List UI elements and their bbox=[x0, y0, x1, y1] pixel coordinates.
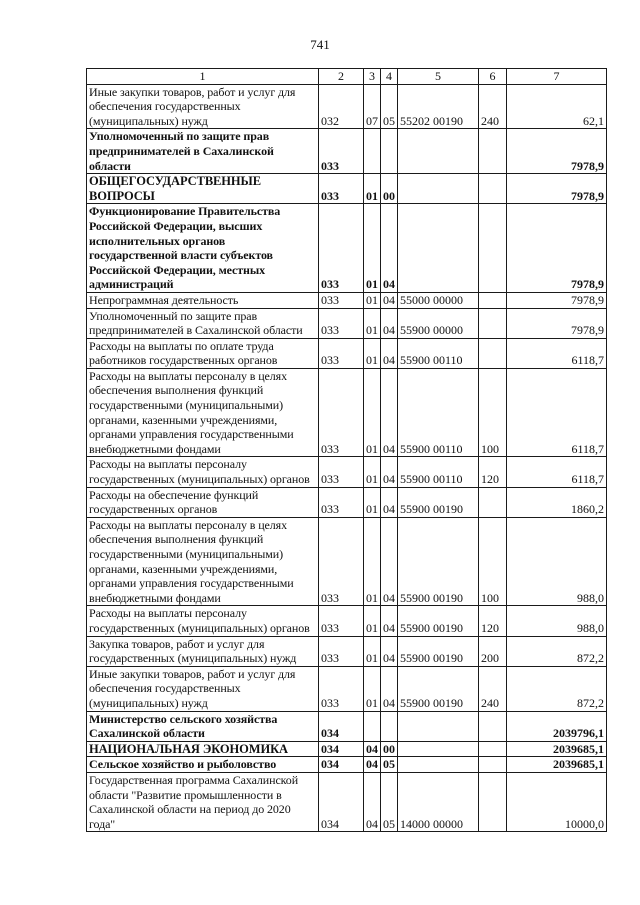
row-target-article bbox=[398, 757, 479, 773]
row-amount: 6118,7 bbox=[507, 368, 607, 457]
table-row bbox=[87, 368, 607, 457]
row-section-code: 01 bbox=[364, 487, 381, 517]
row-name: Уполномоченный по защите прав предпринимателей в Сахалинской области bbox=[87, 129, 319, 174]
row-name: Расходы на выплаты персоналу в целях обеспечения выполнения функций государственными (муниципальными) органами, казенными учреждениями, органами управления государственными внебюджетными фондами bbox=[87, 368, 319, 457]
row-target-article bbox=[398, 174, 479, 204]
row-amount: 10000,0 bbox=[507, 772, 607, 831]
row-name: Иные закупки товаров, работ и услуг для обеспечения государственных (муниципальных) нужд bbox=[87, 84, 319, 129]
row-grbs-code: 033 bbox=[319, 368, 364, 457]
row-section-code: 01 bbox=[364, 636, 381, 666]
table-row bbox=[87, 457, 607, 487]
row-section-code: 01 bbox=[364, 174, 381, 204]
row-subsection-code: 04 bbox=[381, 636, 398, 666]
row-amount: 6118,7 bbox=[507, 338, 607, 368]
row-subsection-code: 04 bbox=[381, 308, 398, 338]
row-name: Непрограммная деятельность bbox=[87, 292, 319, 308]
table-row bbox=[87, 711, 607, 741]
row-grbs-code: 034 bbox=[319, 772, 364, 831]
table-row bbox=[87, 174, 607, 204]
table-row bbox=[87, 636, 607, 666]
column-header: 6 bbox=[479, 69, 507, 85]
table-row bbox=[87, 487, 607, 517]
table-row bbox=[87, 772, 607, 831]
row-section-code bbox=[364, 711, 381, 741]
row-expense-type bbox=[479, 204, 507, 293]
row-grbs-code: 033 bbox=[319, 308, 364, 338]
row-target-article bbox=[398, 129, 479, 174]
row-section-code: 01 bbox=[364, 204, 381, 293]
row-section-code: 01 bbox=[364, 368, 381, 457]
row-target-article bbox=[398, 204, 479, 293]
row-expense-type bbox=[479, 772, 507, 831]
table-row bbox=[87, 517, 607, 606]
row-name: Министерство сельского хозяйства Сахалинской области bbox=[87, 711, 319, 741]
row-name: Расходы на выплаты персоналу государственных (муниципальных) органов bbox=[87, 457, 319, 487]
table-row bbox=[87, 741, 607, 757]
column-header: 3 bbox=[364, 69, 381, 85]
row-grbs-code: 033 bbox=[319, 457, 364, 487]
row-subsection-code: 04 bbox=[381, 517, 398, 606]
row-amount: 7978,9 bbox=[507, 308, 607, 338]
row-subsection-code: 04 bbox=[381, 487, 398, 517]
row-target-article: 55000 00000 bbox=[398, 292, 479, 308]
row-name: Расходы на выплаты персоналу государственных (муниципальных) органов bbox=[87, 606, 319, 636]
row-expense-type bbox=[479, 741, 507, 757]
row-target-article: 55900 00110 bbox=[398, 457, 479, 487]
row-amount: 7978,9 bbox=[507, 292, 607, 308]
row-target-article: 55900 00110 bbox=[398, 338, 479, 368]
row-name: НАЦИОНАЛЬНАЯ ЭКОНОМИКА bbox=[87, 741, 319, 757]
row-amount: 7978,9 bbox=[507, 174, 607, 204]
row-grbs-code: 033 bbox=[319, 129, 364, 174]
row-grbs-code: 034 bbox=[319, 711, 364, 741]
row-section-code: 01 bbox=[364, 606, 381, 636]
table-row bbox=[87, 292, 607, 308]
row-section-code: 01 bbox=[364, 292, 381, 308]
row-target-article bbox=[398, 711, 479, 741]
row-subsection-code: 00 bbox=[381, 174, 398, 204]
table-header-row bbox=[87, 69, 607, 85]
row-target-article: 55900 00190 bbox=[398, 636, 479, 666]
row-target-article: 55900 00190 bbox=[398, 517, 479, 606]
row-section-code bbox=[364, 129, 381, 174]
row-expense-type: 120 bbox=[479, 457, 507, 487]
row-grbs-code: 032 bbox=[319, 84, 364, 129]
row-amount: 7978,9 bbox=[507, 129, 607, 174]
row-expense-type bbox=[479, 757, 507, 773]
row-target-article bbox=[398, 741, 479, 757]
row-subsection-code: 05 bbox=[381, 757, 398, 773]
row-name: Уполномоченный по защите прав предпринимателей в Сахалинской области bbox=[87, 308, 319, 338]
row-target-article: 55900 00190 bbox=[398, 606, 479, 636]
row-name: Иные закупки товаров, работ и услуг для обеспечения государственных (муниципальных) нужд bbox=[87, 666, 319, 711]
table-row bbox=[87, 666, 607, 711]
row-name: Расходы на обеспечение функций государственных органов bbox=[87, 487, 319, 517]
row-subsection-code: 04 bbox=[381, 338, 398, 368]
row-expense-type: 100 bbox=[479, 517, 507, 606]
row-subsection-code: 05 bbox=[381, 772, 398, 831]
row-section-code: 01 bbox=[364, 457, 381, 487]
row-amount: 988,0 bbox=[507, 517, 607, 606]
column-header: 1 bbox=[87, 69, 319, 85]
row-amount: 7978,9 bbox=[507, 204, 607, 293]
row-target-article: 55900 00190 bbox=[398, 666, 479, 711]
column-header: 2 bbox=[319, 69, 364, 85]
row-target-article: 55202 00190 bbox=[398, 84, 479, 129]
row-grbs-code: 034 bbox=[319, 741, 364, 757]
row-subsection-code: 04 bbox=[381, 666, 398, 711]
row-section-code: 01 bbox=[364, 308, 381, 338]
row-expense-type bbox=[479, 129, 507, 174]
row-expense-type bbox=[479, 338, 507, 368]
row-expense-type: 100 bbox=[479, 368, 507, 457]
row-name: Расходы на выплаты по оплате труда работников государственных органов bbox=[87, 338, 319, 368]
row-amount: 6118,7 bbox=[507, 457, 607, 487]
table-row bbox=[87, 606, 607, 636]
table-row bbox=[87, 129, 607, 174]
table-row bbox=[87, 84, 607, 129]
row-section-code: 04 bbox=[364, 757, 381, 773]
row-subsection-code: 04 bbox=[381, 292, 398, 308]
row-grbs-code: 033 bbox=[319, 636, 364, 666]
row-name: Государственная программа Сахалинской области "Развитие промышленности в Сахалинской области на период до 2020 года" bbox=[87, 772, 319, 831]
row-subsection-code: 05 bbox=[381, 84, 398, 129]
table-row bbox=[87, 338, 607, 368]
column-header: 4 bbox=[381, 69, 398, 85]
row-expense-type: 240 bbox=[479, 666, 507, 711]
row-grbs-code: 033 bbox=[319, 517, 364, 606]
row-section-code: 01 bbox=[364, 666, 381, 711]
row-expense-type bbox=[479, 308, 507, 338]
row-expense-type: 120 bbox=[479, 606, 507, 636]
row-subsection-code: 04 bbox=[381, 606, 398, 636]
row-grbs-code: 033 bbox=[319, 606, 364, 636]
row-section-code: 01 bbox=[364, 338, 381, 368]
row-section-code: 04 bbox=[364, 741, 381, 757]
row-grbs-code: 033 bbox=[319, 487, 364, 517]
page-number: 741 bbox=[310, 37, 330, 52]
row-target-article: 14000 00000 bbox=[398, 772, 479, 831]
row-grbs-code: 033 bbox=[319, 204, 364, 293]
row-expense-type bbox=[479, 711, 507, 741]
row-subsection-code bbox=[381, 129, 398, 174]
row-expense-type bbox=[479, 292, 507, 308]
row-subsection-code bbox=[381, 711, 398, 741]
row-name: Закупка товаров, работ и услуг для государственных (муниципальных) нужд bbox=[87, 636, 319, 666]
row-name: Расходы на выплаты персоналу в целях обеспечения выполнения функций государственными (муниципальными) органами, казенными учреждениями, органами управления государственными внебюджетными фондами bbox=[87, 517, 319, 606]
row-section-code: 01 bbox=[364, 517, 381, 606]
row-section-code: 04 bbox=[364, 772, 381, 831]
row-target-article: 55900 00190 bbox=[398, 487, 479, 517]
row-grbs-code: 034 bbox=[319, 757, 364, 773]
row-amount: 872,2 bbox=[507, 636, 607, 666]
row-expense-type: 200 bbox=[479, 636, 507, 666]
row-section-code: 07 bbox=[364, 84, 381, 129]
row-target-article: 55900 00110 bbox=[398, 368, 479, 457]
row-grbs-code: 033 bbox=[319, 292, 364, 308]
row-expense-type bbox=[479, 487, 507, 517]
row-amount: 2039685,1 bbox=[507, 757, 607, 773]
row-grbs-code: 033 bbox=[319, 174, 364, 204]
row-amount: 2039796,1 bbox=[507, 711, 607, 741]
table-row bbox=[87, 308, 607, 338]
table-row bbox=[87, 757, 607, 773]
row-amount: 62,1 bbox=[507, 84, 607, 129]
row-subsection-code: 00 bbox=[381, 741, 398, 757]
row-subsection-code: 04 bbox=[381, 204, 398, 293]
row-amount: 872,2 bbox=[507, 666, 607, 711]
row-expense-type bbox=[479, 174, 507, 204]
column-header: 7 bbox=[507, 69, 607, 85]
row-name: Сельское хозяйство и рыболовство bbox=[87, 757, 319, 773]
row-amount: 2039685,1 bbox=[507, 741, 607, 757]
table-row bbox=[87, 204, 607, 293]
row-target-article: 55900 00000 bbox=[398, 308, 479, 338]
row-subsection-code: 04 bbox=[381, 457, 398, 487]
row-subsection-code: 04 bbox=[381, 368, 398, 457]
budget-table bbox=[86, 68, 607, 832]
column-header: 5 bbox=[398, 69, 479, 85]
row-amount: 1860,2 bbox=[507, 487, 607, 517]
row-grbs-code: 033 bbox=[319, 666, 364, 711]
row-grbs-code: 033 bbox=[319, 338, 364, 368]
row-expense-type: 240 bbox=[479, 84, 507, 129]
row-name: Функционирование Правительства Российской Федерации, высших исполнительных органов государственной власти субъектов Российской Федерации, местных администраций bbox=[87, 204, 319, 293]
row-amount: 988,0 bbox=[507, 606, 607, 636]
row-name: ОБЩЕГОСУДАРСТВЕННЫЕ ВОПРОСЫ bbox=[87, 174, 319, 204]
